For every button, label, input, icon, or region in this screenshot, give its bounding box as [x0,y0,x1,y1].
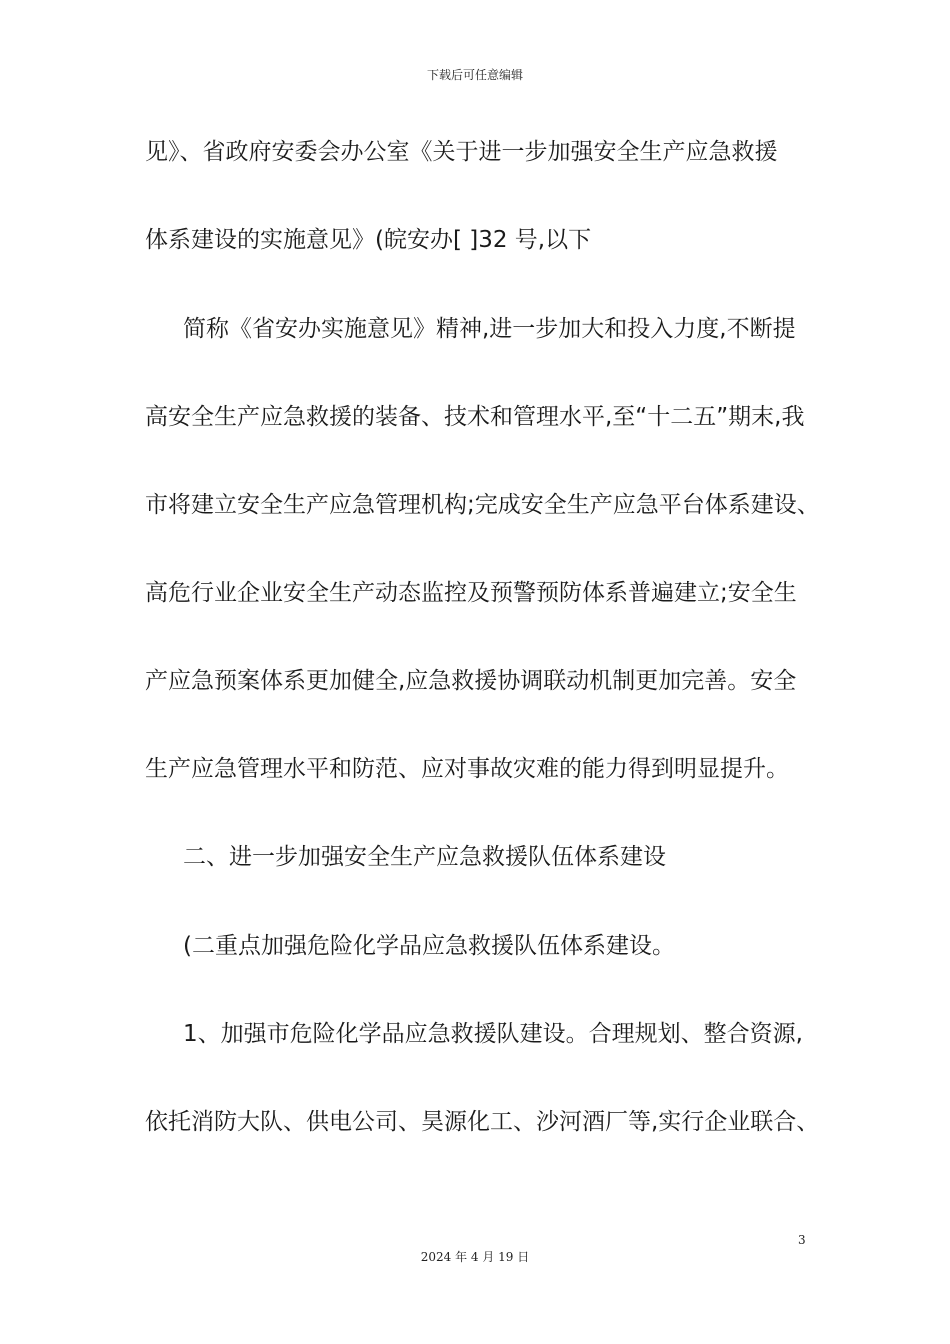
text-line: 简称《省安办实施意见》精神,进一步加大和投入力度,不断提 [183,316,796,342]
page-number: 3 [798,1233,806,1247]
text-line: 体系建设的实施意见》(皖安办[ ]32 号,以下 [145,227,592,253]
section-heading: 二、进一步加强安全生产应急救援队伍体系建设 [183,844,666,870]
text-line: 产应急预案体系更加健全,应急救援协调联动机制更加完善。安全 [145,668,797,694]
subsection-heading: (二重点加强危险化学品应急救援队伍体系建设。 [183,933,675,959]
text-line: 依托消防大队、供电公司、昊源化工、沙河酒厂等,实行企业联合、 [145,1109,820,1135]
text-line: 1、加强市危险化学品应急救援队建设。合理规划、整合资源, [183,1021,803,1047]
text-line: 生产应急管理水平和防范、应对事故灾难的能力得到明显提升。 [145,756,789,782]
header-note: 下载后可任意编辑 [426,68,523,82]
text-line: 市将建立安全生产应急管理机构;完成安全生产应急平台体系建设、 [145,492,820,518]
text-line: 高危行业企业安全生产动态监控及预警预防体系普遍建立;安全生 [145,580,797,606]
text-line: 高安全生产应急救援的装备、技术和管理水平,至“十二五”期末,我 [145,404,805,430]
text-line: 见》、省政府安委会办公室《关于进一步加强安全生产应急救援 [145,139,778,165]
footer-date: 2024 年 4 月 19 日 [420,1250,530,1264]
